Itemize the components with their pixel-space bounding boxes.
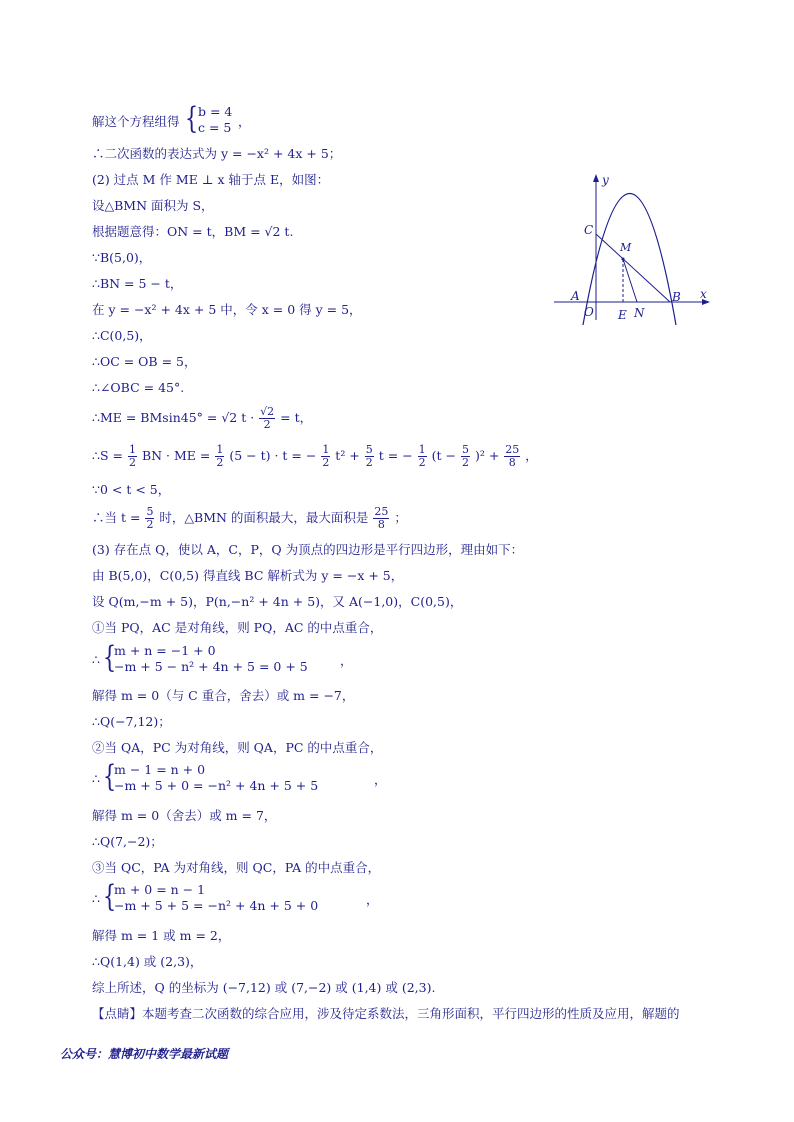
text: ∴ME = BMsin45° = √2 t · [92, 410, 255, 425]
eq-row: c = 5 [198, 120, 232, 135]
y-axis-arrow-icon [593, 174, 599, 182]
numerator: 1 [418, 443, 426, 456]
label-o: O [584, 305, 594, 319]
equation-system-4 [92, 879, 412, 916]
line-6: ∵B(5,0)， [92, 250, 152, 265]
fraction [365, 444, 374, 469]
brace: { [102, 879, 117, 914]
eq-row: −m + 5 − n² + 4n + 5 = 0 + 5 [114, 659, 308, 674]
line-5: 根据题意得：ON = t，BM = √2 t. [92, 224, 294, 239]
line-12 [92, 402, 312, 434]
numerator: 25 [374, 505, 389, 518]
label-e: E [618, 308, 627, 322]
line-10: ∴OC = OB = 5， [92, 354, 197, 369]
line-19: ①当 PQ，AC 是对角线，则 PQ，AC 的中点重合， [92, 620, 383, 635]
line-18: 设 Q(m,−m + 5)，P(n,−n² + 4n + 5)，又 A(−1,0)，C(0,5)， [92, 594, 463, 609]
equation-system-2 [92, 640, 412, 677]
numerator: 25 [505, 443, 520, 456]
text: t = − [378, 448, 413, 463]
line-22: ②当 QA，PC 为对角线，则 QA，PC 的中点重合， [92, 740, 383, 755]
eq-row: −m + 5 + 5 = −n² + 4n + 5 + 0 [114, 898, 319, 913]
equation-system-1 [92, 101, 392, 138]
line-15 [92, 502, 407, 534]
fraction [145, 506, 154, 531]
punct: ， [340, 653, 353, 668]
parabola-figure [548, 170, 718, 330]
equation-system-3 [92, 759, 412, 796]
fraction [373, 506, 389, 531]
denominator: 2 [461, 456, 469, 469]
line-25: ③当 QC，PA 为对角线，则 QC，PA 的中点重合， [92, 860, 381, 875]
text: ∴ [92, 771, 100, 786]
text: = t， [280, 410, 313, 425]
eq-row: m − 1 = n + 0 [114, 762, 206, 777]
line-text: 解这个方程组得 [92, 114, 180, 129]
text: ∴ [92, 652, 100, 667]
eq-row: m + 0 = n − 1 [114, 882, 206, 897]
punct: ， [238, 114, 251, 129]
text: )² + [474, 448, 500, 463]
text: t² + [335, 448, 360, 463]
brace: { [102, 640, 117, 675]
footer-text: 公众号：慧博初中数学最新试题 [60, 1047, 229, 1061]
numerator: 1 [128, 443, 136, 456]
line-24: ∴Q(7,−2)； [92, 834, 163, 849]
line-9: ∴C(0,5)， [92, 328, 152, 343]
label-m: M [620, 241, 632, 254]
denominator: 2 [128, 456, 136, 469]
text: BN · ME = [141, 448, 211, 463]
denominator: 2 [365, 456, 373, 469]
denominator: 8 [377, 518, 385, 531]
line-28: 综上所述，Q 的坐标为 (−7,12) 或 (7,−2) 或 (1,4) 或 (2,3). [92, 980, 436, 995]
line-11: ∴∠OBC = 45°. [92, 380, 185, 395]
line-7: ∴BN = 5 − t， [92, 276, 183, 291]
line-26: 解得 m = 1 或 m = 2， [92, 928, 231, 943]
fraction [321, 444, 330, 469]
label-a: A [571, 289, 580, 303]
denominator: 2 [263, 418, 271, 431]
text: ∴S = [92, 448, 123, 463]
denominator: 2 [418, 456, 426, 469]
punct: ， [374, 772, 387, 787]
line-2: ∴二次函数的表达式为 y = −x² + 4x + 5； [92, 146, 342, 161]
fraction [418, 444, 427, 469]
line-27: ∴Q(1,4) 或 (2,3)， [92, 954, 203, 969]
numerator: 5 [146, 505, 154, 518]
denominator: 2 [322, 456, 330, 469]
eq-row: m + n = −1 + 0 [114, 643, 216, 658]
fraction [504, 444, 520, 469]
eq-row: −m + 5 + 0 = −n² + 4n + 5 + 5 [114, 778, 319, 793]
label-x: x [700, 287, 707, 301]
denominator: 2 [146, 518, 154, 531]
text: ， [525, 448, 538, 463]
line-17: 由 B(5,0)，C(0,5) 得直线 BC 解析式为 y = −x + 5， [92, 568, 404, 583]
numerator: 1 [216, 443, 224, 456]
punct: ， [366, 892, 379, 907]
text: 时，△BMN 的面积最大，最大面积是 [159, 510, 369, 525]
numerator: √2 [260, 405, 275, 418]
numerator: 5 [461, 443, 469, 456]
line-3: (2) 过点 M 作 ME ⊥ x 轴于点 E，如图： [92, 172, 330, 187]
point-m [622, 258, 625, 261]
line-14: ∵0 < t < 5， [92, 482, 171, 497]
line-16: (3) 存在点 Q，使以 A，C，P，Q 为顶点的四边形是平行四边形，理由如下： [92, 542, 524, 557]
eq-row: b = 4 [198, 104, 233, 119]
text: ； [394, 510, 407, 525]
fraction [259, 406, 275, 431]
denominator: 2 [216, 456, 224, 469]
line-23: 解得 m = 0（舍去）或 m = 7， [92, 808, 277, 823]
line-4: 设△BMN 面积为 S， [92, 198, 214, 213]
text: ∴当 t = [92, 510, 141, 525]
parabola-curve [583, 194, 676, 326]
label-n: N [634, 306, 645, 320]
numerator: 5 [365, 443, 373, 456]
label-c: C [584, 223, 594, 237]
label-b: B [672, 290, 681, 304]
line-20: 解得 m = 0（与 C 重合，舍去）或 m = −7， [92, 688, 355, 703]
brace: { [102, 759, 117, 794]
denominator: 8 [508, 456, 516, 469]
numerator: 1 [322, 443, 330, 456]
line-21: ∴Q(−7,12)； [92, 714, 171, 729]
line-13 [92, 440, 538, 472]
fraction [128, 444, 137, 469]
brace: { [184, 101, 199, 136]
text: (t − [431, 448, 456, 463]
fraction [215, 444, 224, 469]
label-y: y [602, 173, 609, 187]
fraction [461, 444, 470, 469]
line-29: 【点睛】本题考查二次函数的综合应用，涉及待定系数法，三角形面积，平行四边形的性质及应用，解题的 [92, 1006, 680, 1021]
text: (5 − t) · t = − [229, 448, 317, 463]
text: ∴ [92, 891, 100, 906]
line-8: 在 y = −x² + 4x + 5 中，令 x = 0 得 y = 5， [92, 302, 362, 317]
